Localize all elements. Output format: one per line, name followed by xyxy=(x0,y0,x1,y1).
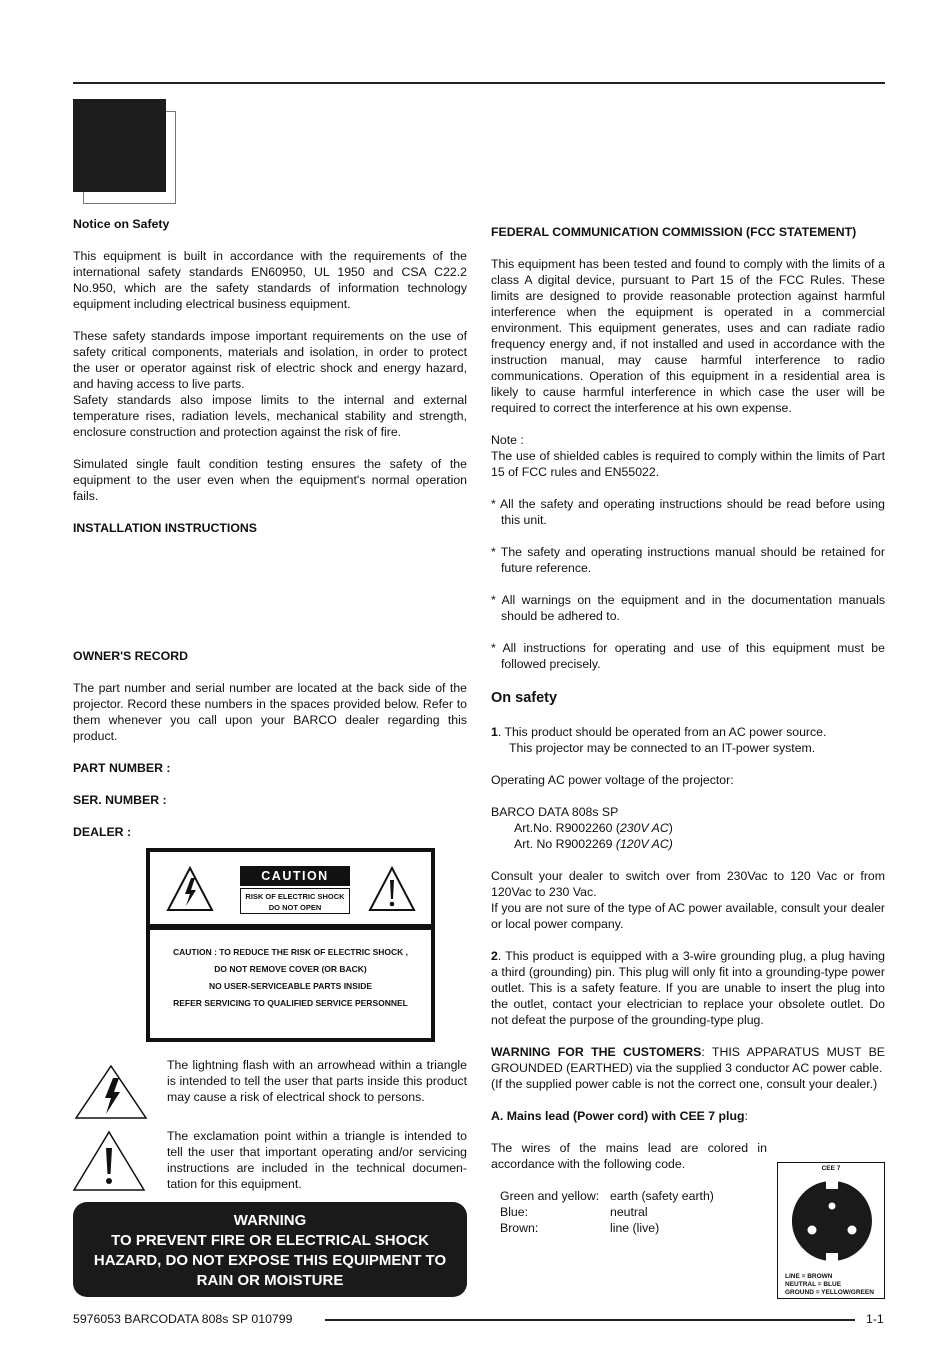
item-text: . This product should be operated from an AC power source. xyxy=(497,725,827,739)
wire-color: Brown: xyxy=(500,1221,539,1235)
consult-paragraph: If you are not sure of the type of AC power available, consult your dealer or local power company. xyxy=(491,901,885,931)
safety-item-2 xyxy=(491,948,885,1028)
article-text: Art.No. R9002260 ( xyxy=(514,821,620,835)
warning-line: TO PREVENT FIRE OR ELECTRICAL SHOCK xyxy=(111,1232,429,1249)
instruction-bullet: * The safety and operating instructions manual should be retained for future reference. xyxy=(491,545,885,575)
installation-blank xyxy=(73,552,467,648)
footer-document-id: 5976053 BARCODATA 808s SP 010799 xyxy=(73,1312,293,1326)
cee7-plug-icon xyxy=(788,1177,876,1265)
article-text: Art. No R9002269 xyxy=(514,837,616,851)
caution-label xyxy=(146,848,435,1042)
instruction-bullet: * All instructions for operating and use of this equipment must be followed precisely. xyxy=(491,641,885,671)
article-voltage: 230V AC xyxy=(619,821,669,835)
item-number: 1 xyxy=(491,725,498,739)
right-column xyxy=(491,224,885,1236)
left-column xyxy=(73,216,467,856)
caution-line: CAUTION : TO REDUCE THE RISK OF ELECTRIC SHOCK , xyxy=(172,947,409,957)
warning-box xyxy=(73,1202,467,1297)
customer-warning-note: (If the supplied power cable is not the correct one, consult your dealer.) xyxy=(491,1077,878,1091)
note-label: Note : xyxy=(491,433,524,447)
article-voltage: (120V AC) xyxy=(615,837,673,851)
fcc-heading: FEDERAL COMMUNICATION COMMISSION (FCC STATEMENT) xyxy=(491,225,857,239)
exclamation-symbol-explanation: The exclamation point within a triangle is intended to tell the user that important operating and/or servicing instructions are included in the technical documen-tation for this equipment. xyxy=(167,1129,467,1191)
caution-subtitle-line: DO NOT OPEN xyxy=(268,903,322,912)
warning-line: RAIN OR MOISTURE xyxy=(196,1272,344,1289)
caution-line: REFER SERVICING TO QUALIFIED SERVICE PERSONNEL xyxy=(173,998,408,1008)
footer-page-number: 1-1 xyxy=(866,1312,884,1326)
cee7-legend xyxy=(785,1273,874,1297)
owners-record-paragraph: The part number and serial number are located at the back side of the projector. Record these numbers in the spaces provided below. Refer to them whenever you call upon your BARCO dealer regarding this product. xyxy=(73,681,467,743)
consult-paragraph: Consult your dealer to switch over from 230Vac to 120 Vac or from 120Vac to 230 Vac. xyxy=(491,869,885,899)
lightning-symbol-explanation: The lightning flash with an arrowhead within a triangle is intended to tell the user that parts inside this product may cause a risk of electrical shock to persons. xyxy=(167,1058,467,1104)
wire-color: Green and yellow: xyxy=(500,1189,600,1203)
safety-item-1 xyxy=(491,724,885,740)
item-number: 2 xyxy=(491,949,498,963)
lightning-triangle-icon xyxy=(74,1064,148,1120)
caution-title: CAUTION xyxy=(240,866,350,886)
notice-paragraph: Simulated single fault condition testing ensures the safety of the equipment to the user even when the equipment's normal operation fails. xyxy=(73,457,467,503)
warning-line: WARNING xyxy=(233,1212,307,1229)
cee7-title: CEE 7 xyxy=(821,1165,841,1172)
mains-heading-text: A. Mains lead (Power cord) with CEE 7 plug xyxy=(491,1109,745,1123)
caution-label-top xyxy=(150,852,431,924)
cee7-plug-diagram xyxy=(777,1162,885,1299)
dealer-label: DEALER : xyxy=(73,825,132,839)
installation-heading: INSTALLATION INSTRUCTIONS xyxy=(73,521,257,535)
exclamation-triangle-icon xyxy=(72,1130,146,1192)
serial-number-label: SER. NUMBER : xyxy=(73,793,167,807)
customer-warning xyxy=(491,1044,885,1076)
notice-paragraph: Safety standards also impose limits to the internal and external temperature rises, radiation levels, mechanical stability and strength, enclosure construction and protection against the risk of fire. xyxy=(73,393,467,439)
article-text: ) xyxy=(668,821,673,835)
mains-paragraph: The wires of the mains lead are colored in accordance with the following code. xyxy=(491,1141,767,1171)
header-rule xyxy=(73,82,885,84)
caution-line: DO NOT REMOVE COVER (OR BACK) xyxy=(214,964,367,974)
wire-meaning: line (live) xyxy=(610,1221,660,1235)
item-text: . This product is equipped with a 3-wire grounding plug, a plug having a third (grounding) pin. This plug will only fit into a grounding-type power outlet. This is a safety feature. If you are unable to insert the plug into the outlet, contact your electrician to replace your obsolete outlet. Do not defeat the purpose of the grounding-type plug. xyxy=(491,949,885,1027)
voltage-intro: Operating AC power voltage of the projector: xyxy=(491,773,734,787)
safety-item-1-continued: This projector may be connected to an IT-power system. xyxy=(509,741,816,755)
caution-subtitle xyxy=(240,888,350,914)
part-number-label: PART NUMBER : xyxy=(73,761,171,775)
mains-lead-heading xyxy=(491,1108,885,1124)
cee7-legend-line: GROUND = YELLOW/GREEN xyxy=(785,1289,874,1296)
fcc-paragraph: This equipment has been tested and found to comply with the limits of a class A digital device, pursuant to Part 15 of the FCC Rules. These limits are designed to provide reasonable protection against harmful interference when the equipment is operated in a commercial environment. This equipment generates, uses and can radiate radio frequency energy and, if not installed and used in accordance with the instruction manual, may cause harmful interference to radio communications. Operation of this equipment in a residential area is likely to cause harmful interference in which case the user will be required to correct the interference at his own expense. xyxy=(491,257,885,415)
customer-warning-label: WARNING FOR THE CUSTOMERS xyxy=(491,1045,702,1059)
lightning-triangle-icon xyxy=(166,866,214,912)
instruction-bullet: * All warnings on the equipment and in the documentation manuals should be adhered to. xyxy=(491,593,885,623)
caution-line: NO USER-SERVICEABLE PARTS INSIDE xyxy=(208,981,373,991)
model-name: BARCO DATA 808s SP xyxy=(491,805,619,819)
note-text: The use of shielded cables is required to comply within the limits of Part 15 of FCC rules and EN55022. xyxy=(491,449,885,479)
customer-warning-text: : THIS APPARATUS MUST BE GROUNDED (EARTHED) via the supplied 3 conductor AC power cable. xyxy=(491,1045,886,1075)
instruction-bullet: * All the safety and operating instructions should be read before using this unit. xyxy=(491,497,885,527)
chapter-tab-block xyxy=(73,99,166,192)
wire-meaning: neutral xyxy=(610,1205,648,1219)
notice-paragraph: These safety standards impose important requirements on the use of safety critical components, materials and isolation, in order to protect the user or operator against risk of electric shock and energy hazard, and having access to live parts. xyxy=(73,329,467,391)
article-number-120 xyxy=(491,836,885,852)
warning-line: HAZARD, DO NOT EXPOSE THIS EQUIPMENT TO xyxy=(93,1252,447,1269)
on-safety-heading: On safety xyxy=(491,690,558,706)
mains-heading-colon: : xyxy=(744,1109,748,1123)
wire-color: Blue: xyxy=(500,1205,529,1219)
caution-label-text xyxy=(150,930,431,1038)
notice-paragraph: This equipment is built in accordance with the requirements of the international safety standards EN60950, UL 1950 and CSA C22.2 No.950, which are the safety standards of information technology equipment including electrical business equipment. xyxy=(73,249,467,311)
wire-meaning: earth (safety earth) xyxy=(610,1189,714,1203)
footer-rule xyxy=(325,1319,855,1321)
cee7-legend-line: LINE = BROWN xyxy=(785,1273,833,1280)
notice-heading: Notice on Safety xyxy=(73,217,170,231)
caution-subtitle-line: RISK OF ELECTRIC SHOCK xyxy=(245,892,345,901)
cee7-legend-line: NEUTRAL = BLUE xyxy=(785,1281,842,1288)
article-number-230 xyxy=(491,820,885,836)
owners-record-heading: OWNER'S RECORD xyxy=(73,649,188,663)
exclamation-triangle-icon xyxy=(368,866,416,912)
